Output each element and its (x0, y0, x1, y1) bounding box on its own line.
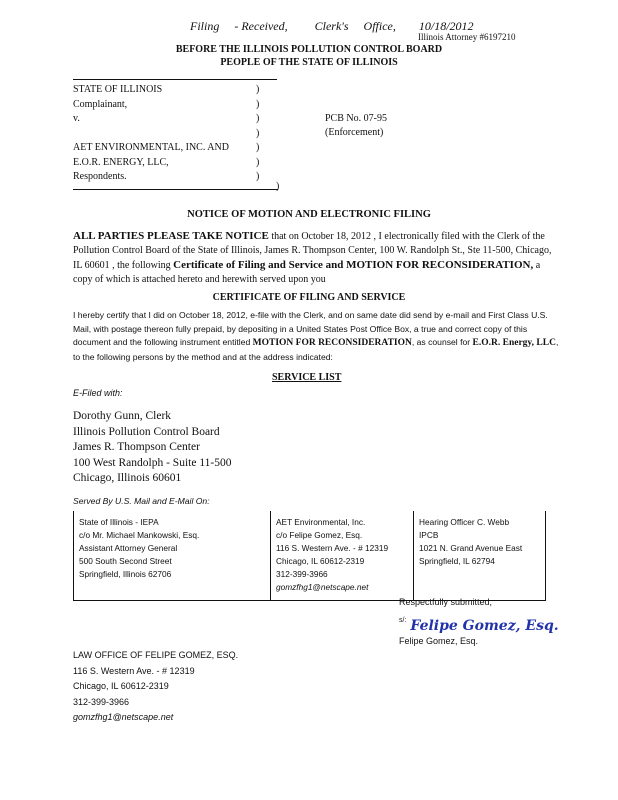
law-office-address (73, 648, 238, 726)
respectfully-submitted: Respectfully submitted, (399, 597, 493, 607)
party-line: 312-399-3966 (276, 569, 328, 579)
certificate-paragraph (73, 309, 561, 364)
service-party-iepa (74, 511, 271, 601)
certificate-title: CERTIFICATE OF FILING AND SERVICE (212, 292, 406, 303)
stamp-office: Office, (363, 19, 396, 33)
party-line: 116 S. Western Ave. - # 12319 (276, 543, 389, 553)
party-line: c/o Felipe Gomez, Esq. (276, 530, 363, 540)
stamp-date: 10/18/2012 (418, 19, 474, 33)
office-line: 312-399-3966 (73, 696, 130, 707)
clerk-line: Illinois Pollution Control Board (73, 425, 220, 438)
party-line: Hearing Officer C. Webb (419, 517, 510, 527)
party-line: Assistant Attorney General (79, 543, 178, 553)
served-by-label: Served By U.S. Mail and E-Mail On: (73, 496, 210, 506)
caption-line: AET ENVIRONMENTAL, INC. AND (73, 142, 229, 153)
stamp-filing: Filing (190, 19, 220, 33)
notice-paragraph (73, 229, 561, 287)
caption-line: Complainant, (73, 98, 128, 110)
pcb-number: PCB No. 07-95 (325, 113, 387, 124)
office-line: 116 S. Western Ave. - # 12319 (73, 665, 195, 676)
caption-bottom-rule (73, 189, 278, 190)
caption-line: v. (73, 113, 80, 124)
notice-body-1: that on October 18, 2012 , I electronically filed with the Clerk of the Pollution Control Board of the State of Illinois, James R. Thompson Center, 100 W. Randolph St., Ste 11-500, Chicago, IL 60601 , the following (73, 231, 552, 271)
stamp-clerks: Clerk's (314, 19, 349, 33)
service-list-title: SERVICE LIST (272, 372, 342, 383)
notice-bold-doc: Certificate of Filing and Service and MOTION FOR RECONSIDERATION, (173, 259, 534, 271)
caption-paren-end: ) (276, 181, 280, 192)
signature-name: Felipe Gomez, Esq. (410, 618, 559, 634)
party-line: IPCB (419, 530, 439, 540)
service-party-hearing-officer (414, 511, 546, 601)
attorney-number: Illinois Attorney #6197210 (418, 32, 516, 42)
efiled-with-label: E-Filed with: (73, 388, 123, 398)
people-heading: PEOPLE OF THE STATE OF ILLINOIS (220, 57, 398, 68)
caption-line: STATE OF ILLINOIS (73, 84, 163, 95)
service-party-aet (271, 511, 414, 601)
cert-body-1: I hereby certify that I did on October 18, 2012, e-file with the Clerk, and on same date did send by e-mail and First Class U.S. Mail, with postage thereon fully prepaid, by depositing in a United States Post Office Box, a true and correct copy of this document and the following instrument entitled (73, 310, 548, 347)
clerk-address (73, 409, 231, 487)
caption-line (73, 127, 229, 142)
clerk-line: Dorothy Gunn, Clerk (73, 410, 172, 422)
notice-lead: ALL PARTIES PLEASE TAKE NOTICE (73, 230, 269, 242)
party-line: Springfield, Illinois 62706 (79, 569, 172, 579)
caption-top-rule (73, 79, 277, 80)
cert-body-3: , to the following persons by the method and at the address indicated: (73, 337, 559, 362)
cert-eor: E.O.R. Energy, LLC (472, 338, 556, 348)
signature (399, 617, 559, 635)
table-row (74, 511, 546, 601)
cert-body-2: , as counsel for (411, 337, 473, 347)
clerk-line: James R. Thompson Center (73, 441, 200, 453)
notice-body-2: a copy of which is attached hereto and herewith served upon you (73, 260, 541, 285)
stamp-received: - Received, (234, 19, 288, 33)
party-line: 1021 N. Grand Avenue East (419, 543, 523, 553)
caption-parens: ) ) ) ) ) ) ) (256, 84, 260, 182)
party-line: State of Illinois - IEPA (79, 517, 159, 527)
cert-motion: MOTION FOR RECONSIDERATION (252, 338, 412, 348)
party-line: c/o Mr. Michael Mankowski, Esq. (79, 530, 200, 540)
enforcement-label: (Enforcement) (325, 127, 384, 138)
clerk-line: Chicago, Illinois 60601 (73, 472, 182, 484)
caption-line: E.O.R. ENERGY, LLC, (73, 156, 169, 168)
party-email: gomzfhg1@netscape.net (276, 582, 369, 592)
office-email: gomzfhg1@netscape.net (73, 712, 174, 722)
board-heading: BEFORE THE ILLINOIS POLLUTION CONTROL BOARD (175, 44, 443, 55)
office-line: LAW OFFICE OF FELIPE GOMEZ, ESQ. (73, 650, 239, 660)
caption-line: Respondents. (73, 171, 127, 182)
party-line: Springfield, IL 62794 (419, 556, 495, 566)
clerk-line: 100 West Randolph - Suite 11-500 (73, 456, 232, 469)
service-table (73, 511, 546, 601)
signer-name: Felipe Gomez, Esq. (399, 636, 479, 646)
party-line: Chicago, IL 60612-2319 (276, 556, 365, 566)
office-line: Chicago, IL 60612-2319 (73, 681, 169, 691)
case-caption (73, 83, 229, 185)
notice-title: NOTICE OF MOTION AND ELECTRONIC FILING (187, 209, 431, 220)
party-line: 500 South Second Street (79, 556, 172, 566)
signature-prefix: s/: (399, 617, 407, 624)
party-line: AET Environmental, Inc. (276, 517, 366, 527)
